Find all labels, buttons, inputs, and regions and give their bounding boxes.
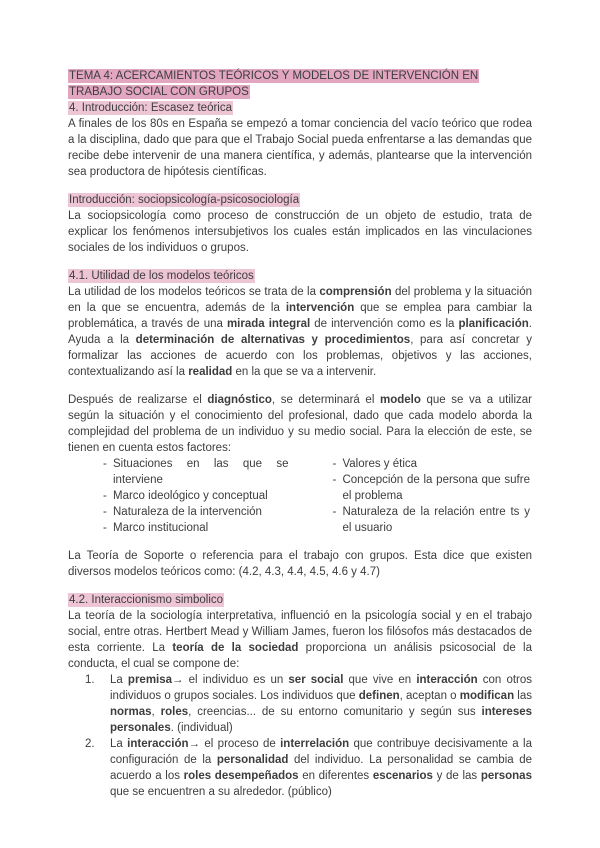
bullet-marker: - [103,458,107,470]
heading-introduccion-escasez-text: 4. Introducción: Escasez teórica [69,102,232,114]
factor-text: Concepción de la persona que sufre el problema [342,474,530,502]
factor-text: Naturaleza de la intervención [113,506,262,518]
item-text: La interacción→ el proceso de interrelación que contribuye decisivamente a la configuración de la personalidad del individuo. La personalidad se cambia de acuerdo a los roles desempeñados en diferentes escenarios y de las personas que se encuentren a su alrededor. (público) [110,738,532,798]
heading-interaccionismo-text: 4.2. Interaccionismo simbolico [69,594,224,606]
factor-text: Valores y ética [342,458,418,470]
list-item [103,456,288,488]
heading-utilidad-modelos-text: 4.1. Utilidad de los modelos teóricos [69,270,254,282]
paragraph-utilidad-1: La utilidad de los modelos teóricos se trata de la comprensión del problema y la situación en la que se encuentra, además de la intervención que se emplea para cambiar la problemática, a través de una mirada integral de intervención como es la planificación. Ayuda a la determinación de alternativas y procedimientos, para así concretar y formalizar las acciones de acuerdo con los problemas, objetivos y las acciones, contextualizando así la realidad en la que se va a intervenir. [68,286,533,378]
paragraph-teoria-soporte: La Teoría de Soporte o referencia para el trabajo con grupos. Esta dice que existen diversos modelos teóricos como: (4.2, 4.3, 4.4, 4.5, 4.6 y 4.7) [68,550,532,578]
factors-left-column [68,456,332,536]
bullet-marker: - [332,474,337,486]
list-item [332,472,530,504]
list-item [103,520,288,536]
paragraph-escasez-teorica: A finales de los 80s en España se empezó a tomar conciencia del vacío teórico que rodea a la disciplina, dado que para que el Trabajo Social pueda enfrentarse a las demandas que recibe debe intervenir de una manera científica, y además, plantearse que la intervención sea productora de hipótesis científicas. [68,118,532,178]
bullet-marker: - [332,506,337,518]
factor-text: Situaciones en las que se interviene [113,458,289,486]
list-item [332,456,530,472]
list-item [103,504,288,520]
heading-interaccionismo [68,592,532,608]
item-text: La premisa→ el individuo es un ser social que vive en interacción con otros individuos o grupos sociales. Los individuos que definen, aceptan o modifican las normas, roles, creencias... de su entorno comunitario y según sus intereses personales. (individual) [110,674,533,734]
factor-text: Naturaleza de la relación entre ts y el usuario [342,506,530,534]
factor-text: Marco ideológico y conceptual [113,490,268,502]
spacer [68,256,532,268]
heading-introduccion-escasez [68,100,532,116]
spacer [68,180,532,192]
spacer [68,380,532,392]
paragraph-utilidad-2: Después de realizarse el diagnóstico, se determinará el modelo que se va a utilizar según la situación y el conocimiento del profesional, dado que cada modelo aborda la complejidad del problema de un individuo y su medio social. Para la elección de este, se tienen en cuenta estos factores: [68,394,532,454]
spacer [68,580,532,592]
list-item [103,488,288,504]
document-title-text: TEMA 4: ACERCAMIENTOS TEÓRICOS Y MODELOS DE INTERVENCIÓN EN TRABAJO SOCIAL CON GRUPOS [69,70,479,98]
numbered-item-premisa [68,672,532,736]
numbered-item-interaccion [68,736,532,800]
factors-two-column-list [68,456,532,536]
heading-sociopsicologia-text: Introducción: sociopsicología-psicosociología [69,194,300,206]
factors-right-column [332,456,532,536]
document-title [68,68,532,100]
bullet-marker: - [103,490,107,502]
paragraph-interaccionismo: La teoría de la sociología interpretativa, influenció en la psicología social y en el trabajo social, entre otras. Hertbert Mead y William James, fueron los filósofos más destacados de esta corriente. La teoría de la sociedad proporciona un análisis psicosocial de la conducta, el cual se compone de: [68,610,532,670]
item-number: 1. [85,674,95,686]
spacer [68,536,532,548]
factor-text: Marco institucional [113,522,209,534]
bullet-marker: - [103,522,107,534]
list-item [332,504,530,536]
bullet-marker: - [103,506,107,518]
item-number: 2. [85,738,95,750]
heading-utilidad-modelos [68,268,532,284]
bullet-marker: - [332,458,337,470]
paragraph-sociopsicologia: La sociopsicología como proceso de construcción de un objeto de estudio, trata de explicar los fenómenos intersubjetivos los cuales están implicados en las vinculaciones sociales de los individuos o grupos. [68,210,532,254]
heading-sociopsicologia [68,192,532,208]
